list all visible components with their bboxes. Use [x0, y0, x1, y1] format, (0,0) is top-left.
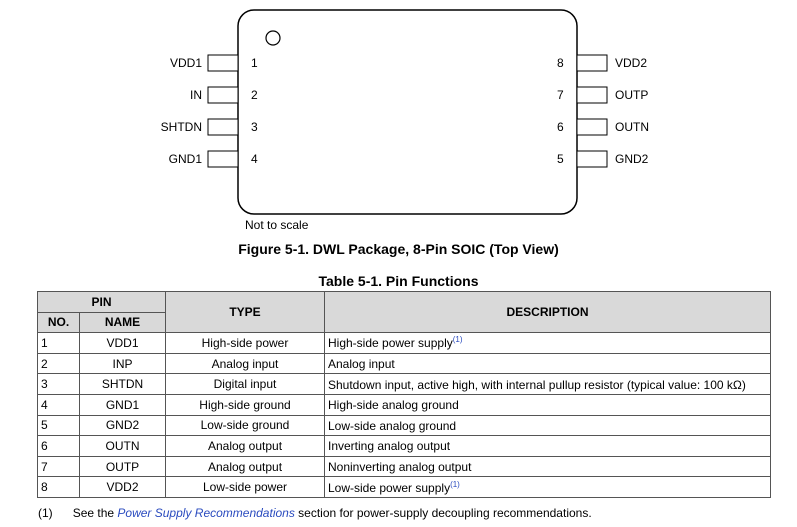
cell-pin-number-text: 1: [41, 335, 48, 350]
pin-stub-6: [577, 119, 607, 135]
cell-pin-name-text: GND2: [105, 418, 140, 433]
pin-name-3: SHTDN: [160, 120, 202, 134]
not-to-scale-note: Not to scale: [245, 218, 309, 232]
pin-number-5: 5: [557, 152, 564, 166]
figure-caption: Figure 5-1. DWL Package, 8-Pin SOIC (Top View): [238, 241, 559, 257]
cell-type: [166, 353, 325, 374]
cell-type: [166, 333, 325, 354]
cell-type: [166, 456, 325, 477]
footnote: [38, 506, 592, 520]
header-pin: PIN: [38, 292, 166, 313]
cell-pin-name-text: VDD2: [106, 480, 139, 495]
pin-functions-table: [37, 291, 771, 498]
table-row: [38, 415, 771, 436]
cell-type: [166, 415, 325, 436]
pin-number-1: 1: [251, 56, 258, 70]
cell-pin-number-text: 6: [41, 438, 48, 453]
cell-description-text: High-side power supply: [328, 336, 453, 351]
pin-name-4: GND1: [168, 152, 202, 166]
pin-number-2: 2: [251, 88, 258, 102]
cell-type-text: Analog output: [207, 459, 283, 474]
pin-name-5: GND2: [615, 152, 649, 166]
cell-type: [166, 374, 325, 395]
table-row: [38, 333, 771, 354]
cell-pin-number-text: 5: [41, 418, 48, 433]
cell-description: [325, 394, 771, 415]
cell-pin-name: [80, 394, 166, 415]
cell-pin-name-text: VDD1: [106, 335, 139, 350]
pin-stub-2: [208, 87, 238, 103]
cell-description-text: Shutdown input, active high, with internal pullup resistor (typical value: 100 kΩ): [328, 377, 746, 392]
cell-pin-name: [80, 353, 166, 374]
footnote-prefix: See the: [72, 506, 115, 520]
cell-pin-number: [38, 436, 80, 457]
pin-number-3: 3: [251, 120, 258, 134]
cell-pin-number-text: 3: [41, 377, 48, 392]
cell-description-text: Low-side power supply: [328, 480, 451, 495]
cell-pin-number: [38, 456, 80, 477]
power-supply-recommendations-link[interactable]: Power Supply Recommendations: [117, 506, 295, 520]
cell-pin-number: [38, 394, 80, 415]
header-type: TYPE: [166, 292, 325, 333]
cell-pin-name-text: INP: [112, 356, 133, 371]
cell-pin-name-text: OUTN: [105, 438, 140, 453]
pin-name-8: VDD2: [615, 56, 648, 70]
header-no: NO.: [38, 312, 80, 333]
cell-pin-name: [80, 333, 166, 354]
cell-description-text: Analog input: [328, 357, 395, 372]
cell-description-text: High-side analog ground: [328, 398, 459, 413]
cell-pin-number-text: 7: [41, 459, 48, 474]
pin-stub-5: [577, 151, 607, 167]
cell-description: [325, 374, 771, 395]
cell-description-text: Inverting analog output: [328, 439, 451, 454]
cell-pin-number-text: 8: [41, 480, 48, 495]
cell-pin-name-text: GND1: [105, 397, 140, 412]
cell-description: [325, 415, 771, 436]
table-body: [38, 333, 771, 498]
table-row: [38, 456, 771, 477]
cell-pin-number: [38, 415, 80, 436]
header-name: NAME: [80, 312, 166, 333]
cell-type-text: Low-side ground: [200, 418, 290, 433]
pin-stub-8: [577, 55, 607, 71]
cell-pin-name: [80, 436, 166, 457]
cell-pin-number-text: 2: [41, 356, 48, 371]
cell-description: [325, 436, 771, 457]
package-body: [238, 10, 577, 214]
pin-number-8: 8: [557, 56, 564, 70]
pin-name-6: OUTN: [615, 120, 649, 134]
cell-type-text: Low-side power: [202, 480, 288, 495]
package-outline-svg: [0, 0, 797, 235]
cell-description-text: Noninverting analog output: [328, 460, 472, 475]
cell-description: [325, 477, 771, 498]
cell-pin-number-text: 4: [41, 397, 48, 412]
table-row: [38, 353, 771, 374]
pin-number-7: 7: [557, 88, 564, 102]
cell-pin-number: [38, 353, 80, 374]
cell-pin-name-text: OUTP: [105, 459, 140, 474]
cell-type-text: High-side power: [201, 335, 289, 350]
cell-pin-name: [80, 374, 166, 395]
cell-description: [325, 333, 771, 354]
cell-type: [166, 477, 325, 498]
table-row: [38, 477, 771, 498]
cell-description-text: Low-side analog ground: [328, 418, 457, 433]
cell-description: [325, 456, 771, 477]
cell-description: [325, 353, 771, 374]
footnote-ref[interactable]: (1): [452, 335, 463, 345]
cell-pin-name: [80, 415, 166, 436]
pin-number-4: 4: [251, 152, 258, 166]
cell-pin-number: [38, 333, 80, 354]
cell-type-text: Analog output: [207, 438, 283, 453]
header-description: DESCRIPTION: [325, 292, 771, 333]
cell-pin-number: [38, 477, 80, 498]
table-caption: Table 5-1. Pin Functions: [318, 273, 479, 289]
table-row: [38, 436, 771, 457]
pin-number-6: 6: [557, 120, 564, 134]
table-header-row: [38, 292, 771, 313]
pin-stub-7: [577, 87, 607, 103]
pin-name-1: VDD1: [169, 56, 202, 70]
cell-type-text: Analog input: [211, 356, 279, 371]
cell-pin-name-text: SHTDN: [101, 377, 144, 392]
cell-type: [166, 394, 325, 415]
cell-type-text: Digital input: [213, 377, 277, 392]
package-diagram: [0, 0, 797, 235]
pin-name-2: IN: [190, 88, 202, 102]
pin-stub-3: [208, 119, 238, 135]
cell-pin-number: [38, 374, 80, 395]
cell-pin-name: [80, 477, 166, 498]
footnote-marker: (1): [38, 506, 53, 520]
cell-type-text: High-side ground: [199, 397, 291, 412]
table-row: [38, 374, 771, 395]
cell-pin-name: [80, 456, 166, 477]
pin-stub-4: [208, 151, 238, 167]
pin-stub-1: [208, 55, 238, 71]
footnote-suffix: section for power-supply decoupling recommendations.: [298, 506, 592, 520]
pin-name-7: OUTP: [615, 88, 649, 102]
table-row: [38, 394, 771, 415]
footnote-ref[interactable]: (1): [450, 479, 460, 489]
cell-type: [166, 436, 325, 457]
